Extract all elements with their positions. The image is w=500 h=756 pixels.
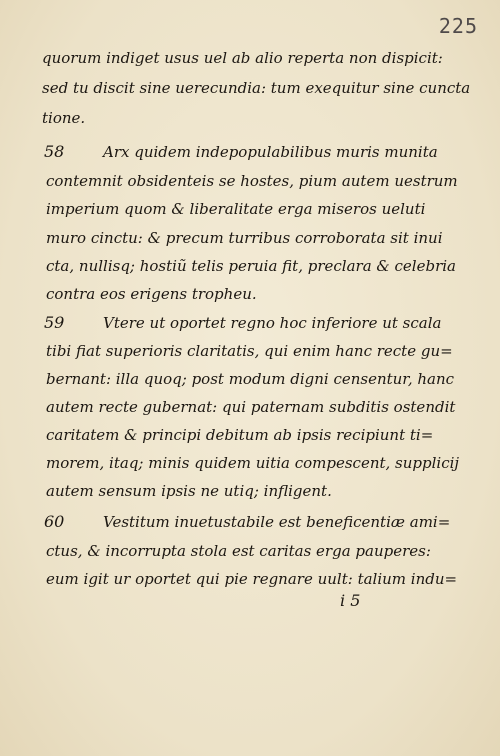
- section-number: 58: [44, 142, 65, 161]
- text-line: sed tu discit sine uerecundia: tum exequitur sine cuncta: [42, 79, 471, 97]
- text-line: muro cinctu: & precum turribus corroborata sit inui: [46, 229, 443, 247]
- text-line: autem recte gubernat: qui paternam subditis ostendit: [46, 398, 456, 416]
- text-line: bernant: illa quoq; post modum digni censentur, hanc: [46, 370, 455, 388]
- section-number: 59: [44, 313, 65, 332]
- folio-number: 225: [438, 14, 478, 38]
- text-line: autem sensum ipsis ne utiq; infligent.: [46, 482, 332, 500]
- text-line: Vestitum inuetustabile est beneficentiæ ami=: [103, 513, 451, 531]
- text-line: contra eos erigens tropheu.: [46, 285, 257, 303]
- text-line: Arx quidem indepopulabilibus muris munita: [103, 143, 438, 161]
- text-line: tione.: [42, 109, 86, 127]
- section-number: 60: [44, 512, 65, 531]
- text-line: Vtere ut oportet regno hoc inferiore ut scala: [103, 314, 442, 332]
- text-line: imperium quom & liberalitate erga miseros ueluti: [46, 200, 426, 218]
- text-line: cta, nullisq; hostiũ telis peruia fit, preclara & celebria: [46, 257, 456, 275]
- text-line: morem, itaq; minis quidem uitia compescent, supplicij: [46, 454, 460, 472]
- text-line: caritatem & principi debitum ab ipsis recipiunt ti=: [46, 426, 434, 444]
- signature-mark: i 5: [340, 591, 361, 610]
- text-line: tibi fiat superioris claritatis, qui enim hanc recte gu=: [46, 342, 453, 360]
- text-line: eum igit ur oportet qui pie regnare uult: talium indu=: [46, 570, 458, 588]
- text-line: contemnit obsidenteis se hostes, pium autem uestrum: [46, 172, 458, 190]
- text-line: quorum indiget usus uel ab alio reperta non dispicit:: [42, 49, 443, 67]
- text-line: ctus, & incorrupta stola est caritas erga pauperes:: [46, 542, 431, 560]
